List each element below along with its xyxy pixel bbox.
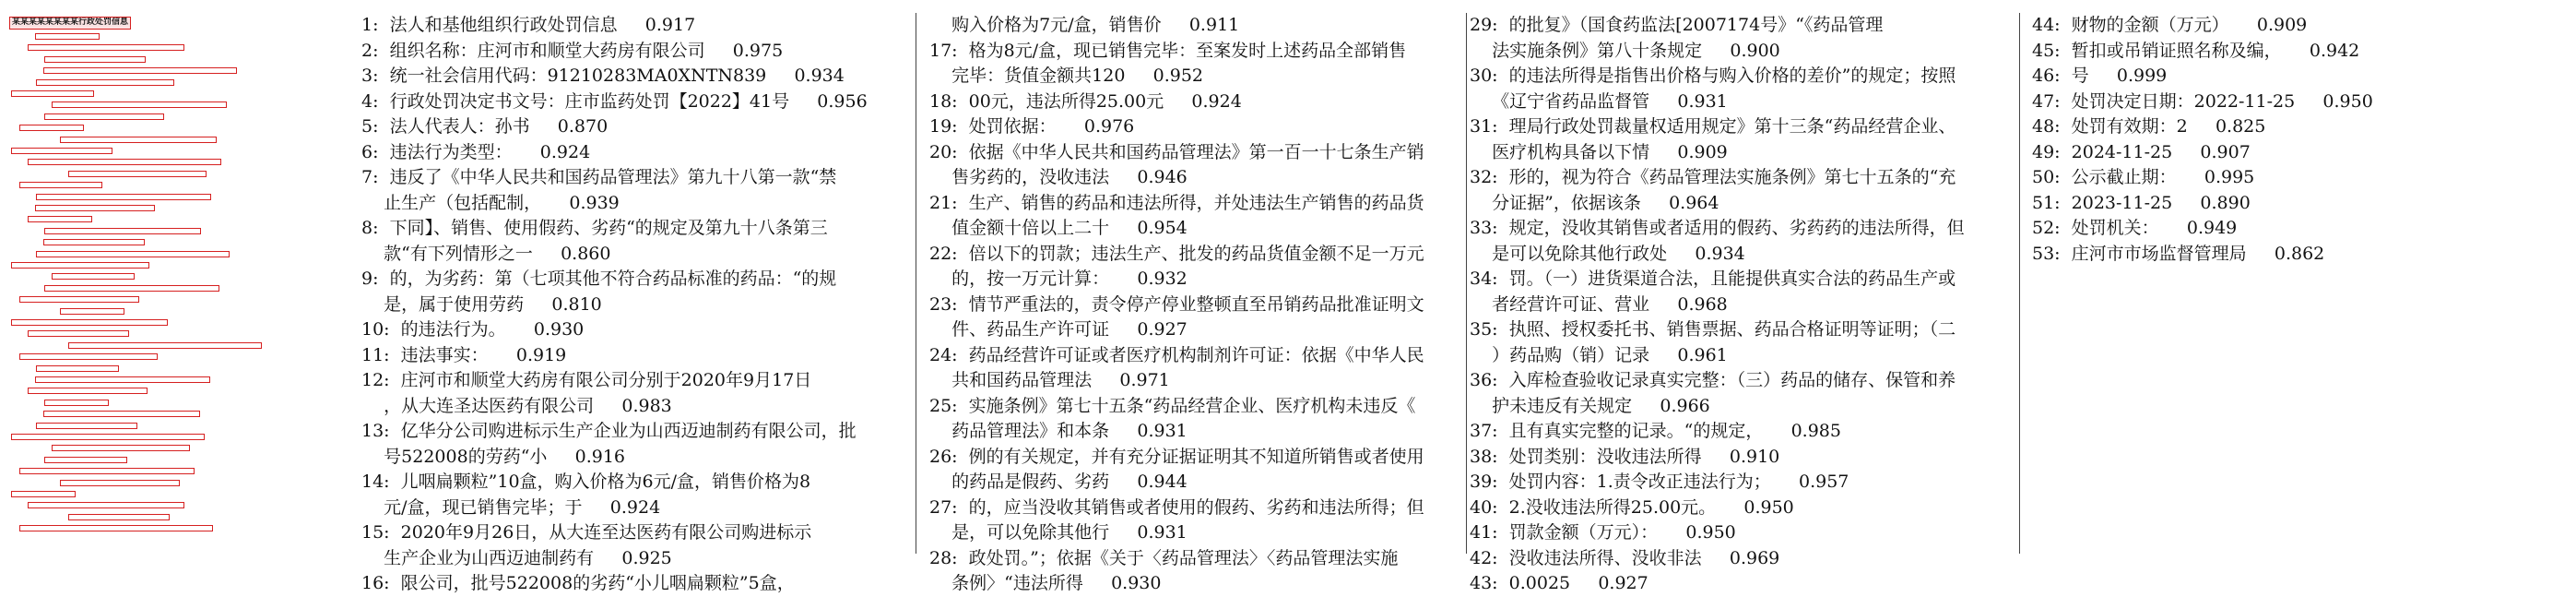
- ocr-line: 35: 执照、授权委托书、销售票据、药品合格证明等证明；（二: [1470, 319, 1956, 340]
- ocr-line: 共和国药品管理法 0.971: [929, 370, 1170, 390]
- ocr-line: 37: 且有真实完整的记录。“的规定， 0.985: [1470, 421, 1841, 441]
- ocr-line: 12: 庄河市和顺堂大药房有限公司分别于2020年9月17日: [361, 370, 812, 390]
- ocr-line: 16: 限公司，批号522008的劣药“小儿咽扁颗粒”5盒，: [361, 573, 795, 593]
- detection-box: [19, 296, 139, 303]
- ocr-line: 8: 下同】、销售、使用假药、劣药“的规定及第九十八条第三: [361, 218, 828, 238]
- ocr-column-1: [361, 13, 868, 597]
- ocr-line: 32: 形的，视为符合《药品管理法实施条例》第七十五条的“充: [1470, 167, 1956, 187]
- detection-box: [11, 434, 205, 440]
- ocr-line: 护未违反有关规定 0.966: [1470, 395, 1710, 416]
- ocr-line: ，从大连圣达医药有限公司 0.983: [361, 395, 672, 416]
- detection-box: [19, 468, 195, 474]
- ocr-line: 件、药品生产许可证 0.927: [929, 319, 1188, 340]
- detection-box: [11, 319, 168, 326]
- ocr-line: 3: 统一社会信用代码：91210283MA0XNTN839 0.934: [361, 66, 845, 86]
- detection-box: [19, 182, 102, 188]
- ocr-line: 购入价格为7元/盒，销售价 0.911: [929, 15, 1240, 35]
- detection-box: [52, 273, 135, 280]
- thumbnail-title: 某某某某某某某某行政处罚信息: [9, 17, 131, 30]
- ocr-line: 法实施条例》第八十条规定 0.900: [1470, 40, 1780, 61]
- ocr-line: 46: 号 0.999: [2032, 66, 2168, 86]
- detection-box: [11, 148, 112, 154]
- ocr-line: 29: 的批复》（国食药监法[2007174号》“《药品管理: [1470, 15, 1884, 35]
- ocr-line: 40: 2.没收违法所得25.00元。 0.950: [1470, 496, 1794, 518]
- detection-box: [28, 388, 148, 394]
- detection-box: [28, 44, 184, 51]
- ocr-line: 13: 亿华分公司购进标示生产企业为山西迈迪制药有限公司，批: [361, 421, 857, 441]
- ocr-line: 号522008的劳药“小 0.916: [361, 446, 625, 467]
- detection-box: [43, 411, 200, 417]
- ocr-line: 完毕：货值金额共120 0.952: [929, 66, 1204, 86]
- ocr-line: 42: 没收违法所得、没收非法 0.969: [1470, 547, 1780, 568]
- ocr-line: 者经营许可证、营业 0.968: [1470, 293, 1728, 315]
- detection-box: [52, 101, 227, 108]
- column-divider: [1466, 13, 1467, 554]
- ocr-line: 止生产（包括配制， 0.939: [361, 192, 620, 213]
- detection-box: [44, 400, 109, 406]
- ocr-line: 药品管理法》和本条 0.931: [929, 421, 1188, 441]
- ocr-line: 43: 0.0025 0.927: [1470, 573, 1648, 593]
- detection-box: [28, 159, 221, 165]
- ocr-column-4: [2032, 13, 2373, 267]
- detection-box: [36, 423, 137, 429]
- detection-box: [44, 457, 127, 463]
- ocr-line: 7: 违反了《中华人民共和国药品管理法》第九十八第一款“禁: [361, 167, 837, 187]
- ocr-line: 50: 公示截止期： 0.995: [2032, 167, 2255, 187]
- detection-box: [68, 514, 170, 520]
- detection-box: [60, 137, 217, 143]
- ocr-line: 47: 处罚决定日期：2022-11-25 0.950: [2032, 90, 2373, 112]
- ocr-line: 售劣药的，没收违法 0.946: [929, 167, 1188, 187]
- ocr-line: 27: 的，应当没收其销售或者使用的假药、劣药和违法所得；但: [929, 496, 1424, 518]
- ocr-line: 15: 2020年9月26日，从大连至达医药有限公司购进标示: [361, 522, 812, 543]
- detection-box: [44, 228, 201, 234]
- ocr-line: 是，属于使用劳药 0.810: [361, 293, 602, 315]
- ocr-line: ）药品购（销）记录 0.961: [1470, 344, 1728, 365]
- ocr-line: 分证据”，依据该条 0.964: [1470, 192, 1719, 213]
- detection-box: [35, 33, 100, 40]
- detection-box: [28, 502, 184, 508]
- ocr-line: 14: 儿咽扁颗粒”10盒，购入价格为6元/盒，销售价格为8: [361, 472, 811, 492]
- ocr-line: 款“有下列情形之一 0.860: [361, 243, 611, 264]
- detection-box: [19, 353, 158, 360]
- ocr-line: 医疗机构具备以下情 0.909: [1470, 141, 1728, 162]
- ocr-line: 条例〉“违法所得 0.930: [929, 573, 1162, 593]
- column-divider: [2019, 13, 2020, 554]
- detection-box: [52, 445, 190, 451]
- ocr-line: 26: 例的有关规定，并有充分证据证明其不知道所销售或者使用: [929, 446, 1424, 467]
- ocr-line: 9: 的，为劣药：第（七项其他不符合药品标准的药品：“的规: [361, 269, 837, 289]
- ocr-line: 20: 依据《中华人民共和国药品管理法》第一百一十七条生产销: [929, 141, 1424, 162]
- ocr-line: 38: 处罚类别：没收违法所得 0.910: [1470, 446, 1780, 467]
- detection-box: [43, 67, 237, 74]
- detection-box: [36, 365, 119, 372]
- document-thumbnail: [0, 0, 350, 554]
- ocr-line: 31: 理局行政处罚裁量权适用规定》第十三条“药品经营企业、: [1470, 116, 1956, 137]
- ocr-line: 的，按一万元计算： 0.932: [929, 269, 1188, 289]
- detection-box: [19, 125, 84, 131]
- detection-box: [36, 194, 211, 200]
- ocr-line: 52: 处罚机关： 0.949: [2032, 218, 2238, 238]
- ocr-line: 生产企业为山西迈迪制药有 0.925: [361, 547, 672, 568]
- ocr-line: 53: 庄河市市场监督管理局 0.862: [2032, 243, 2325, 264]
- ocr-line: 元/盒，现已销售完毕；于 0.924: [361, 496, 661, 518]
- ocr-line: 4: 行政处罚决定书文号：庄市监药处罚【2022】41号 0.956: [361, 90, 868, 112]
- detection-box: [60, 308, 124, 315]
- detection-box: [19, 525, 213, 531]
- ocr-line: 10: 的违法行为。 0.930: [361, 319, 585, 340]
- ocr-line: 25: 实施条例》第七十五条“药品经营企业、医疗机构未违反《: [929, 395, 1416, 416]
- ocr-line: 18: 00元，违法所得25.00元 0.924: [929, 90, 1242, 112]
- ocr-line: 44: 财物的金额（万元） 0.909: [2032, 15, 2308, 35]
- detection-box: [28, 330, 129, 337]
- ocr-line: 2: 组织名称：庄河市和顺堂大药房有限公司 0.975: [361, 40, 784, 61]
- ocr-line: 《辽宁省药品监督管 0.931: [1470, 90, 1728, 112]
- detection-box: [36, 79, 174, 86]
- detection-box: [35, 376, 210, 383]
- ocr-line: 41: 罚款金额（万元）： 0.950: [1470, 522, 1736, 543]
- detection-box: [36, 251, 230, 257]
- detection-box: [60, 480, 180, 486]
- ocr-line: 是，可以免除其他行 0.931: [929, 522, 1188, 543]
- ocr-line: 36: 入库检查验收记录真实完整：（三）药品的储存、保管和养: [1470, 370, 1956, 390]
- ocr-line: 19: 处罚依据： 0.976: [929, 116, 1135, 137]
- ocr-line: 39: 处罚内容：1.责令改正违法行为； 0.957: [1470, 472, 1849, 492]
- ocr-line: 34: 罚。（一）进货渠道合法，且能提供真实合法的药品生产或: [1470, 269, 1956, 289]
- ocr-line: 24: 药品经营许可证或者医疗机构制剂许可证：依据《中华人民: [929, 344, 1424, 365]
- ocr-line: 45: 暂扣或吊销证照名称及编， 0.942: [2032, 40, 2360, 61]
- ocr-line: 33: 规定，没收其销售或者适用的假药、劣药药的违法所得，但: [1470, 218, 1965, 238]
- ocr-line: 51: 2023-11-25 0.890: [2032, 192, 2251, 213]
- ocr-line: 30: 的违法所得是指售出价格与购入价格的差价”的规定；按照: [1470, 66, 1956, 86]
- detection-box: [68, 342, 262, 349]
- detection-box: [11, 491, 76, 497]
- detection-box: [11, 262, 149, 269]
- ocr-line: 的药品是假药、劣药 0.944: [929, 472, 1188, 492]
- ocr-line: 23: 情节严重法的，责令停产停业整顿直至吊销药品批准证明文: [929, 293, 1424, 315]
- detection-box: [44, 285, 219, 292]
- ocr-line: 17: 格为8元/盒，现已销售完毕：至案发时上述药品全部销售: [929, 40, 1407, 61]
- detection-box: [11, 90, 94, 97]
- ocr-line: 1: 法人和基他组织行政处罚信息 0.917: [361, 15, 696, 35]
- ocr-line: 22: 倍以下的罚款；违法生产、批发的药品货值金额不足一万元: [929, 243, 1424, 264]
- ocr-line: 21: 生产、销售的药品和违法所得，并处违法生产销售的药品货: [929, 192, 1424, 213]
- detection-box: [44, 56, 146, 63]
- ocr-line: 6: 违法行为类型： 0.924: [361, 141, 591, 162]
- detection-box: [35, 205, 155, 211]
- ocr-line: 5: 法人代表人：孙书 0.870: [361, 116, 609, 137]
- detection-box: [28, 216, 92, 222]
- detection-box: [43, 239, 145, 245]
- ocr-line: 值金额十倍以上二十 0.954: [929, 218, 1188, 238]
- ocr-column-3: [1470, 13, 1965, 597]
- detection-box: [68, 171, 207, 177]
- ocr-line: 28: 政处罚。”；依据《关于〈药品管理法〉〈药品管理法实施: [929, 547, 1399, 568]
- ocr-line: 11: 违法事实： 0.919: [361, 344, 567, 365]
- ocr-line: 49: 2024-11-25 0.907: [2032, 141, 2251, 162]
- ocr-line: 是可以免除其他行政处 0.934: [1470, 243, 1745, 264]
- ocr-line: 48: 处罚有效期：2 0.825: [2032, 116, 2266, 137]
- ocr-column-2: [929, 13, 1424, 597]
- detection-box: [44, 113, 164, 120]
